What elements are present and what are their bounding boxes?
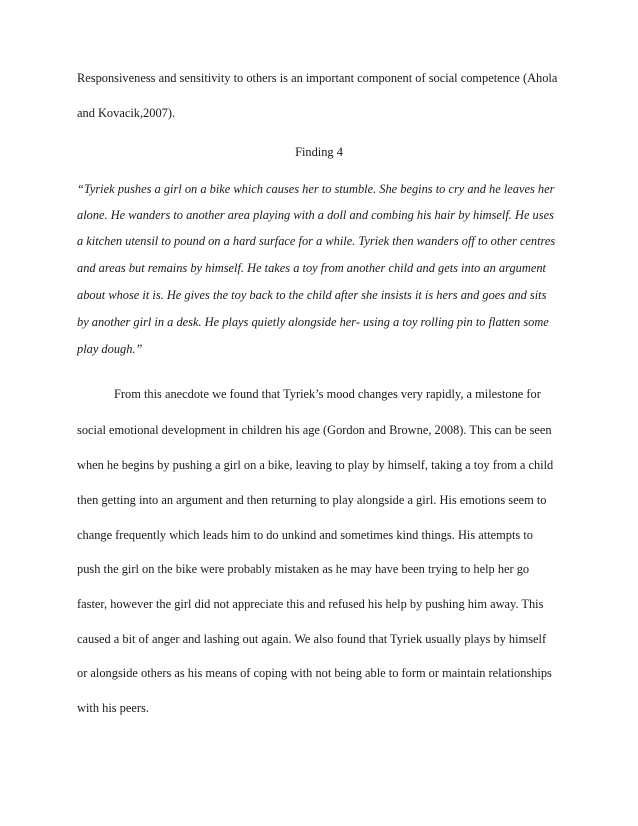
quote-line-4: and areas but remains by himself. He takes a toy from another child and gets into an argument	[77, 261, 546, 275]
analysis-line-2: social emotional development in children his age (Gordon and Browne, 2008). This can be seen	[77, 423, 552, 437]
section-heading: Finding 4	[295, 145, 343, 159]
quote-line-7: play dough.”	[77, 342, 143, 356]
analysis-line-10: with his peers.	[77, 701, 149, 715]
analysis-line-6: push the girl on the bike were probably mistaken as he may have been trying to help her go	[77, 562, 530, 576]
analysis-line-4: then getting into an argument and then returning to play alongside a girl. His emotions seem to	[77, 493, 547, 507]
analysis-line-7: faster, however the girl did not appreciate this and refused his help by pushing him away. This	[77, 597, 544, 611]
analysis-line-8: caused a bit of anger and lashing out again. We also found that Tyriek usually plays by himself	[77, 632, 547, 646]
intro-line-2: and Kovacik,2007).	[77, 106, 176, 120]
quote-line-2: alone. He wanders to another area playing with a doll and combing his hair by himself. He uses	[77, 208, 554, 222]
analysis-line-9: or alongside others as his means of coping with not being able to form or maintain relationships	[77, 666, 552, 680]
analysis-line-3: when he begins by pushing a girl on a bike, leaving to play by himself, taking a toy from a child	[77, 458, 554, 472]
quote-line-5: about whose it is. He gives the toy back to the child after she insists it is hers and goes and sits	[77, 288, 547, 302]
quote-line-6: by another girl in a desk. He plays quietly alongside her- using a toy rolling pin to flatten some	[77, 315, 549, 329]
intro-line-1: Responsiveness and sensitivity to others is an important component of social competence (Ahola	[77, 71, 558, 85]
quote-line-1: “Tyriek pushes a girl on a bike which causes her to stumble. She begins to cry and he leaves her	[77, 182, 555, 196]
analysis-line-5: change frequently which leads him to do unkind and sometimes kind things. His attempts to	[77, 528, 533, 542]
analysis-line-1: From this anecdote we found that Tyriek’s mood changes very rapidly, a milestone for	[114, 387, 541, 401]
quote-line-3: a kitchen utensil to pound on a hard surface for a while. Tyriek then wanders off to other centres	[77, 234, 556, 248]
